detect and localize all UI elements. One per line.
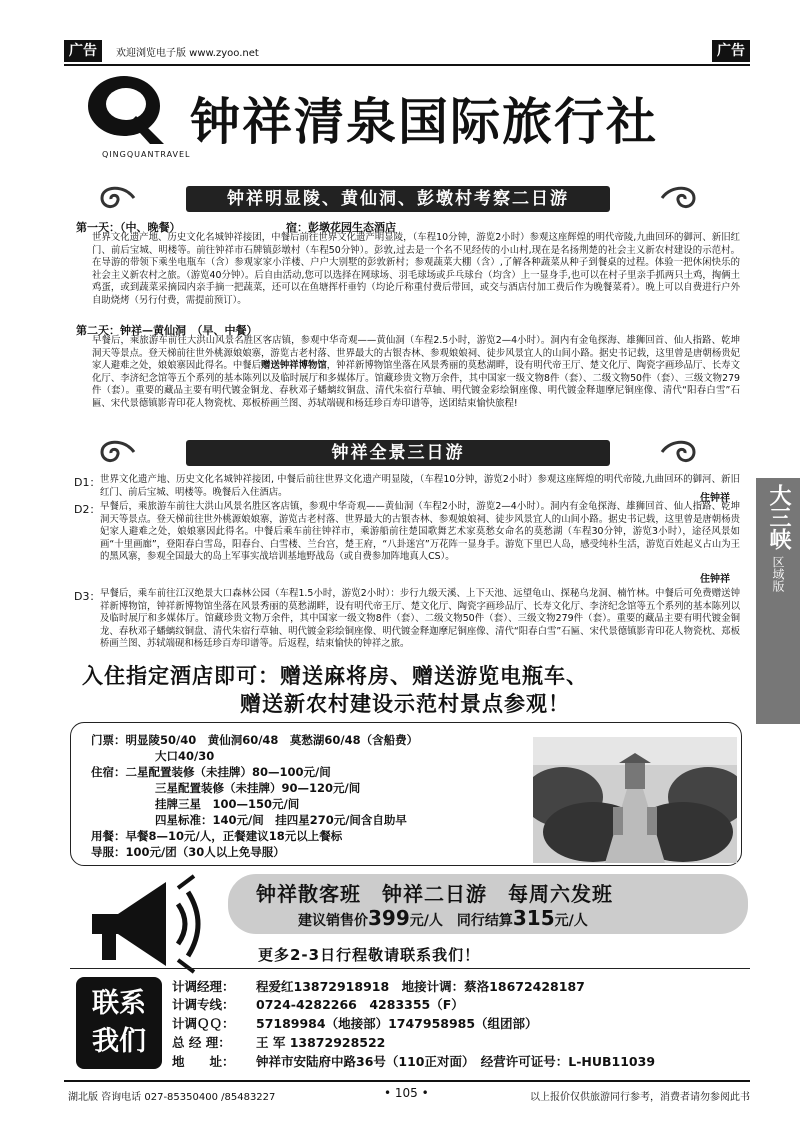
footer-right: 以上报价仅供旅游同行参考，消费者请勿参阅此书 <box>530 1092 750 1103</box>
price-tickets-2: 大口40/30 <box>155 749 215 763</box>
swirl-left-icon <box>96 182 136 214</box>
contact-row: 地 址： 钟祥市安陆府中路36号（110正对面） 经营许可证号：L-HUB11039 <box>172 1054 656 1069</box>
price-tickets-1: 门票：明显陵50/40 黄仙洞60/48 莫愁湖60/48（含船费） <box>91 733 419 747</box>
net-price: 315 <box>512 906 555 930</box>
top-bar <box>64 40 750 66</box>
region-side-tab <box>756 478 800 724</box>
ad-label-left: 广告 <box>64 40 102 62</box>
footer-left: 湖北版 咨询电话 027-85350400 /85483227 <box>68 1092 276 1103</box>
price-guide: 导服：100元/团（30人以上免导服） <box>91 845 285 859</box>
tour2-ribbon <box>96 432 700 472</box>
contact-label: 联系 我们 <box>76 977 162 1069</box>
sale-price: 399 <box>368 906 410 930</box>
swirl-right-icon <box>660 436 700 468</box>
tour2-d2-text: 早餐后，乘旅游车前往大洪山风景名胜区客店镇，参观中华奇观——黄仙洞（车程2小时，游览2—4小时）。洞内有金龟探海、雄狮回首、仙人指路、乾坤洞天等景点。登天梯前往世外桃源娘娘寨，游览古老村落、世界最大的古银杏林、参观娘娘祠、徒步风景宜人的山间小路。据史书记载，这里曾是唐朝杨贵妃家人避难之处，娘娘寨因此得名。中餐后乘车前往钟祥市，乘游船前往楚国歌舞艺术家莫愁女命名的莫愁湖（车程30分钟，游览3小时），途径风景如画“十里画廊”，登阳春白雪岛，阳春台、白雪楼、兰台宫，楚王府，“八卦迷宫”万花阵一显身手。游览下里巴人岛，感受纯朴生活，游览百姓起义占山为王的黑风寨，参观全国最大的岛上军事实战培训基地野战岛（或自费参加阵地真人CS）。 <box>100 501 740 562</box>
price-stay-2: 三星配置装修（未挂牌）90—120元/间 <box>155 781 361 795</box>
tour2-d2-label: D2： <box>74 503 101 516</box>
promo-line-2: 赠送新农村建设示范村景点参观！ <box>240 692 570 716</box>
price-stay-3: 挂牌三星 100—150元/间 <box>155 797 300 811</box>
logo-subtitle: QINGQUANTRAVEL <box>102 150 191 159</box>
top-divider <box>64 64 750 66</box>
slogan-line: 钟祥散客班 钟祥二日游 每周六发班 <box>256 882 613 906</box>
net-unit: 元/人 <box>554 913 588 929</box>
side-tab-subtitle: 区域版 <box>771 556 785 592</box>
sales-slogan <box>228 874 748 934</box>
tour2-d1-label: D1： <box>74 476 101 489</box>
tour1-day2-text: 早餐后，乘旅游车前往大洪山风景名胜区客店镇，参观中华奇观——黄仙洞（车程2.5小时，游览2—4小时）。洞内有金龟探海、雄狮回首、仙人指路、乾坤洞天等景点。登天梯前往世外桃源娘娘寨，游览古老村落、世界最大的古银杏林、参观娘娘祠、徒步风景宜人的山间小路。据史书记载，这里曾是唐朝杨贵妃家人避难之处，娘娘寨因此得名。中餐后赠送钟祥博物馆，钟祥新博物馆坐落在风景秀丽的莫愁湖畔，设有明代帝王厅、楚文化厅、陶瓷字画珍品厅、长寿文化厅、李济纪念馆等五个系列的基本陈列以及临时展厅和多媒体厅。馆藏珍贵文物万余件，其中国家一级文物8件（套）、二级文物50件（套）、三级文物279件（套）。重要的藏品主要有明代镀金铜龙、春秋邓子蟠螭纹铜盘、清代朱宿行草轴、明代镀金彩绘铜座像、明代镀金释迦摩尼铜座像、清代“阳春白雪”石匾、宋代景德镇影青印花人物瓷枕、郑板桥画兰图、苏轼端砚和杨廷珍百寿印谱等，送团结束愉快旅程! <box>92 335 740 409</box>
tour2-d2-stay: 住钟祥 <box>700 574 730 585</box>
more-itineraries: 更多2-3日行程敬请联系我们！ <box>258 946 481 964</box>
tour1-day1-text: 世界文化遗产地、历史文化名城钟祥接团，中餐后前往世界文化遗产明显陵，（车程10分钟，游览2小时）参观这座辉煌的明代帝陵,九曲回环的御河、新旧红门、前后宝城、明楼等。前往钟祥市石牌镇彭墩村（车程50分钟）。彭敦,过去是一个名不见经传的小山村,现在是名扬荆楚的社会主义新农村建设的示范村。在导游的带领下乘坐电瓶车（含）参观家家小洋楼、户户大别墅的彭敦新村；参观蔬菜大棚（含）,了解各种蔬菜从种子到餐桌的过程。体验一把休闲快乐的社会主义新农村之旅。（游览40分钟）。后自由活动,您可以选择在网球场、羽毛球场或乒乓球台（均含）上一显身手,也可以在村子里亲手抓两只土鸡，掏俩土鸡蛋，或到蔬菜采摘园内亲手摘一把蔬菜，还可以在鱼塘挥杆垂钓（均论斤称重付费后带回，或交与酒店付加工费后作为晚餐菜肴）。晚上可以自费进行户外自助烧烤（另行付费，需提前预订）。 <box>92 232 740 306</box>
page-number: • 105 • <box>384 1086 429 1100</box>
price-stay-4: 四星标准：140元/间 挂四星270元/间含自助早 <box>155 813 407 827</box>
tour1-ribbon <box>96 178 700 218</box>
megaphone-icon <box>82 868 212 980</box>
tour2-d3-label: D3： <box>74 590 101 603</box>
tour2-title: 钟祥全景三日游 <box>186 440 610 466</box>
mausoleum-photo <box>533 737 737 863</box>
tour1-day1-heading: 第一天：（中、晚餐） <box>76 221 181 234</box>
price-meal: 用餐：早餐8—10元/人，正餐建议18元以上餐标 <box>91 829 343 843</box>
contact-row: 计调经理： 程爱红13872918918 地接计调：蔡洛18672428187 <box>172 979 585 994</box>
agency-logo <box>70 68 750 168</box>
sale-unit: 元/人 同行结算 <box>409 913 513 929</box>
swirl-left-icon <box>96 436 136 468</box>
promo-line-1: 入住指定酒店即可：赠送麻将房、赠送游览电瓶车、 <box>82 664 588 688</box>
tour2-d3-text: 早餐后，乘车前往江汉绝景大口森林公园（车程1.5小时，游览2小时）：步行九级天溪、上下天池、远望龟山、探秘乌龙洞、楠竹林。中餐后可免费赠送钟祥新博物馆，钟祥新博物馆坐落在风景秀丽的莫愁湖畔，设有明代帝王厅、楚文化厅、陶瓷字画珍品厅、长寿文化厅、李济纪念馆等五个系列的基本陈列以及临时展厅和多媒体厅。馆藏珍贵文物万余件，其中国家一级文物8件（套）、二级文物50件（套）、三级文物279件（套）。重要的藏品主要有明代镀金铜龙、春秋邓子蟠螭纹铜盘、清代朱宿行草轴、明代镀金彩绘铜座像、明代镀金释迦摩尼铜座像、清代“阳春白雪”石匾、宋代景德镇影青印花人物瓷枕、郑板桥画兰图、苏轼端砚和杨廷珍百寿印谱等。后返程，结束愉快的钟祥之旅。 <box>100 588 740 649</box>
contact-row: 计调ＱＱ： 57189984（地接部）1747958985（组团部） <box>172 1016 538 1031</box>
side-tab-title: 大三峡 <box>766 484 791 550</box>
tour2-d1-stay: 住钟祥 <box>700 493 730 504</box>
tour2-d1-text: 世界文化遗产地、历史文化名城钟祥接团, 中餐后前往世界文化遗产明显陵，（车程10分钟，游览2小时）参观这座辉煌的明代帝陵,九曲回环的御河、新旧红门、前后宝城、明楼等。晚餐后入住酒店。 <box>100 474 740 498</box>
q-logo-icon <box>84 72 168 146</box>
contact-section <box>70 968 750 1072</box>
contact-row: 总 经 理： 王 军 13872928522 <box>172 1035 386 1050</box>
slogan-prices <box>298 906 588 930</box>
ad-label-right: 广告 <box>712 40 750 62</box>
price-box <box>70 722 742 866</box>
welcome-text: 欢迎浏览电子版 www.zyoo.net <box>116 48 259 59</box>
page-footer <box>64 1080 750 1104</box>
price-stay-1: 住宿：二星配置装修（未挂牌）80—100元/间 <box>91 765 331 779</box>
tour1-day1-hotel: 宿：彭墩花园生态酒店 <box>286 221 396 234</box>
tour1-day2-heading: 第二天：钟祥—黄仙洞 （早、中餐） <box>76 324 258 337</box>
contact-row: 计调专线： 0724-4282266 4283355（F） <box>172 997 464 1012</box>
swirl-right-icon <box>660 182 700 214</box>
sale-price-label: 建议销售价 <box>298 913 368 929</box>
agency-name: 钟祥清泉国际旅行社 <box>190 93 658 151</box>
tour1-title: 钟祥明显陵、黄仙洞、彭墩村考察二日游 <box>186 186 610 212</box>
